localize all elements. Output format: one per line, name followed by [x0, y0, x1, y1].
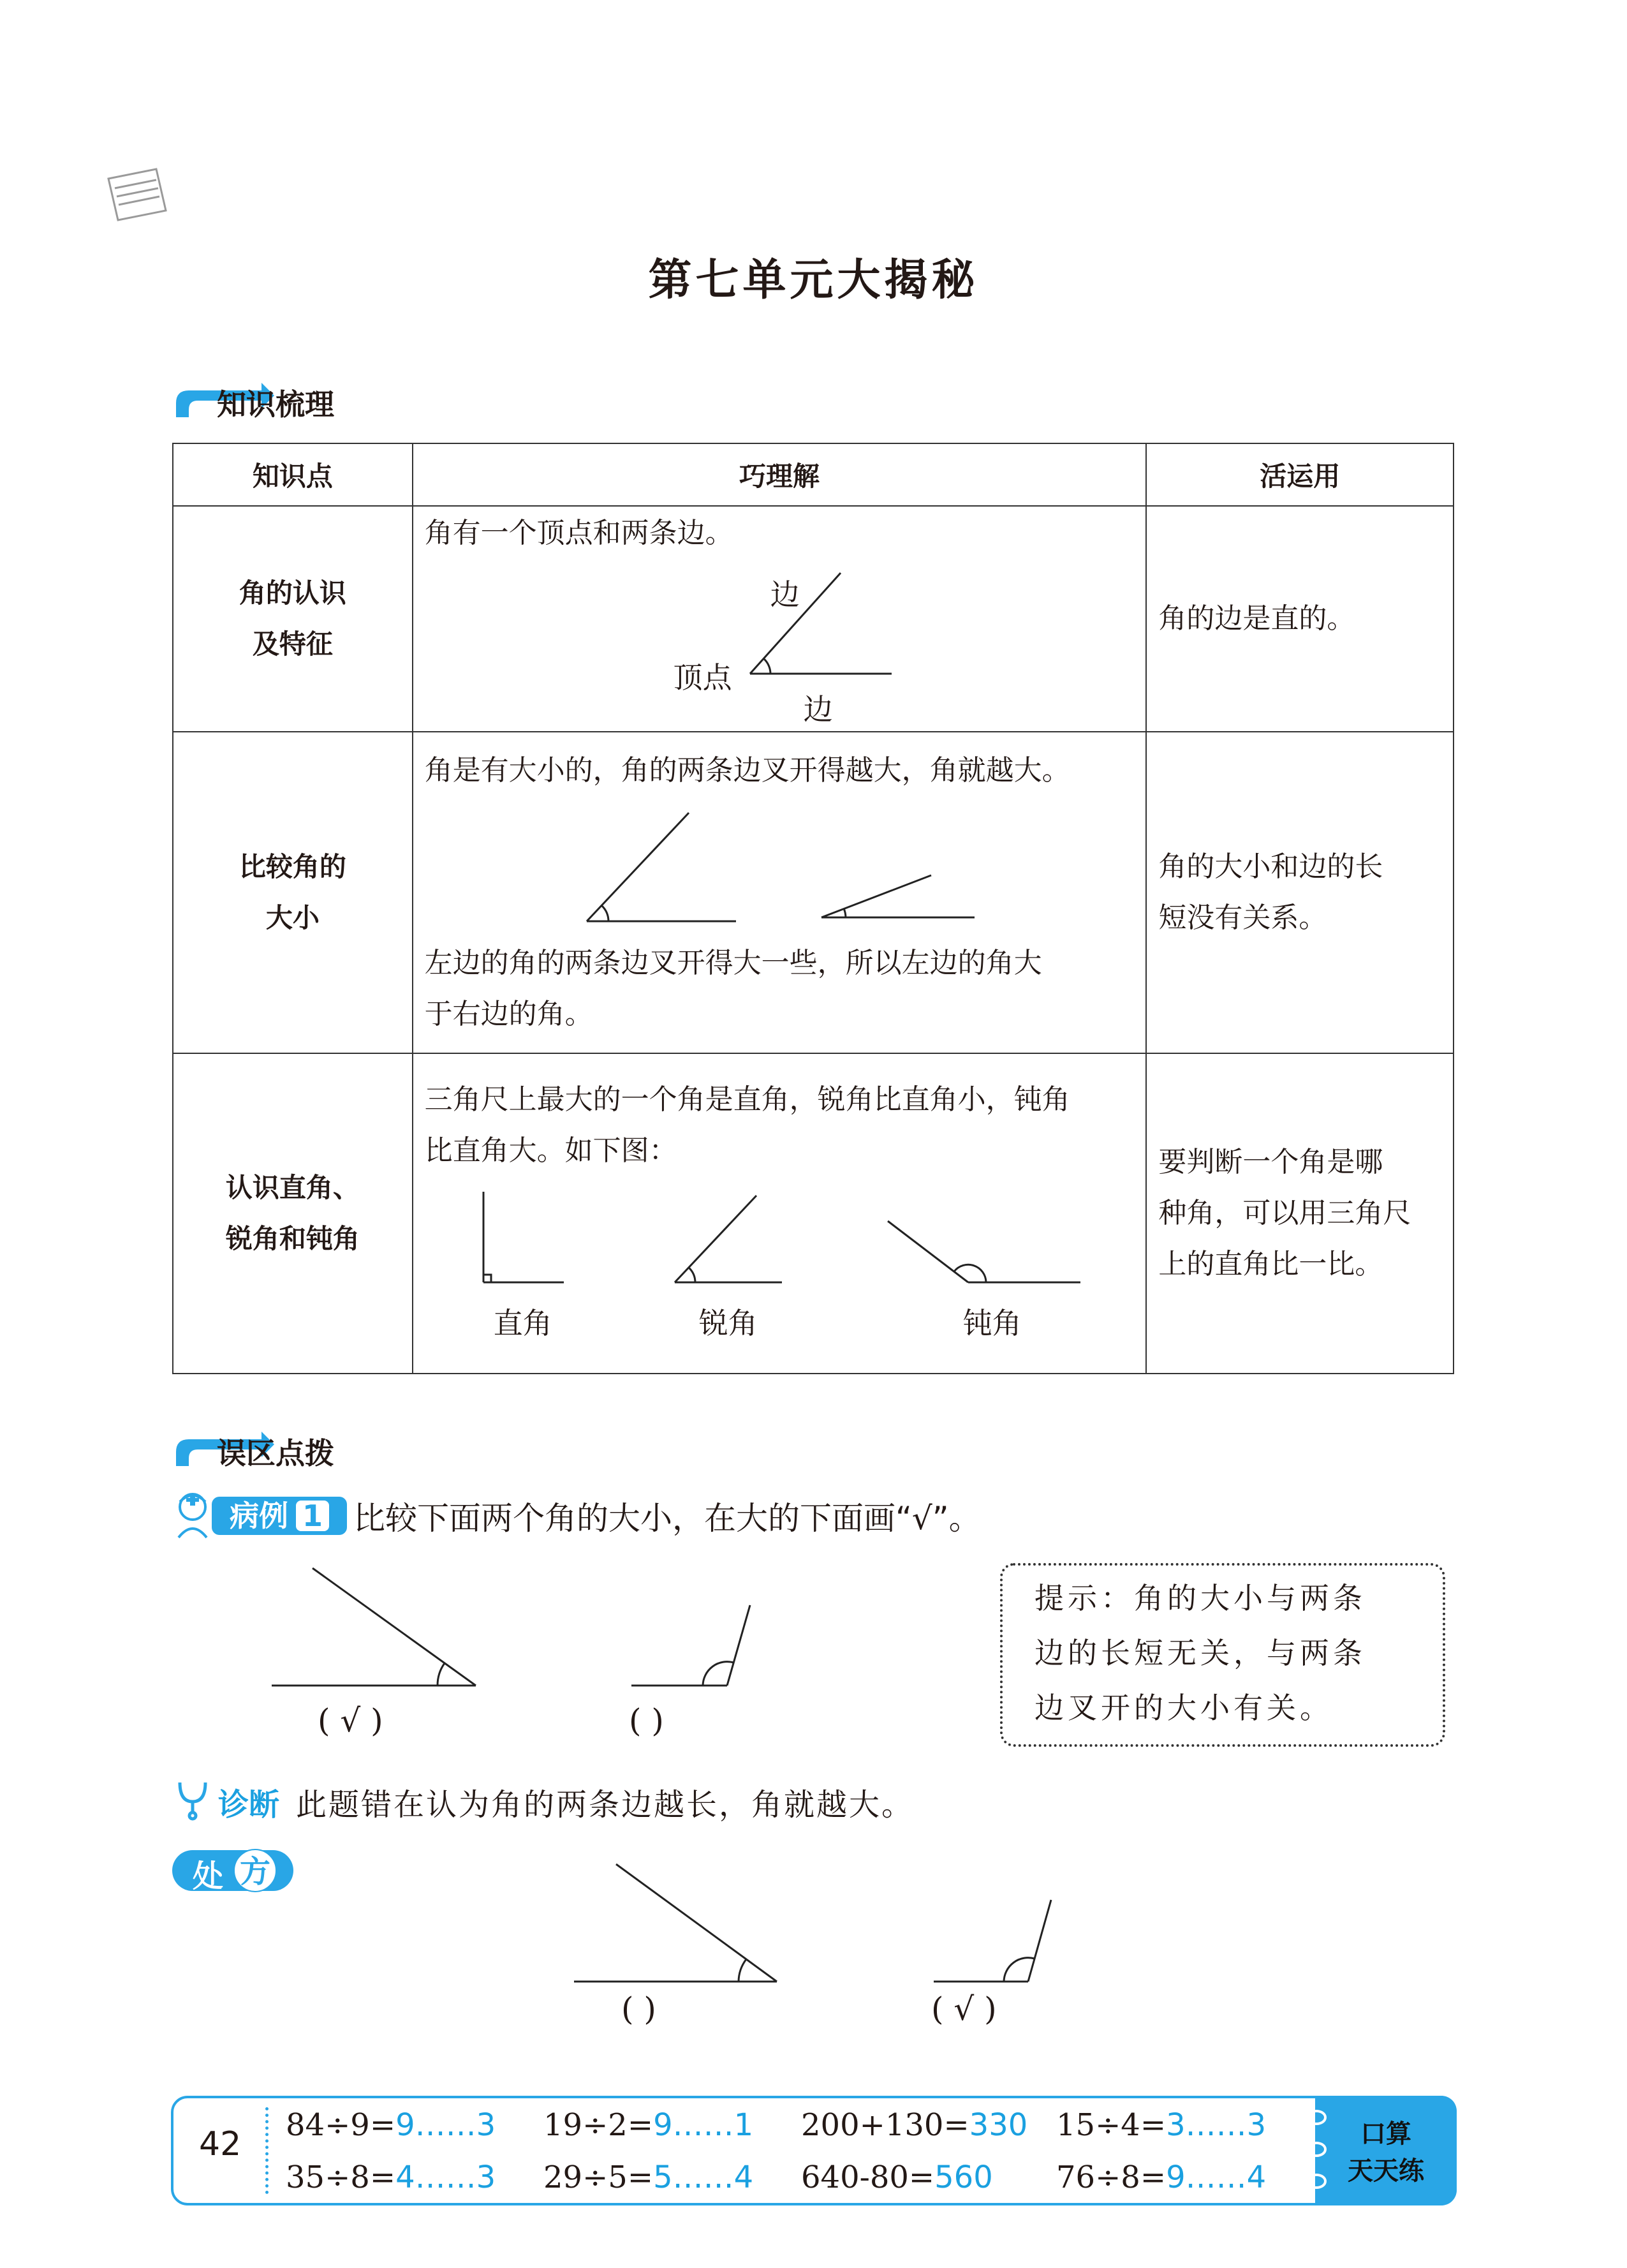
apply-cell: [1146, 1053, 1454, 1374]
apply-cell: [1146, 732, 1454, 1053]
calc-answer: 9……4: [1166, 2160, 1267, 2195]
point-line: 锐角和钝角: [225, 1223, 360, 1254]
calc-question: 29÷5=: [543, 2160, 654, 2195]
answer-bracket: ( ): [629, 1702, 664, 1739]
point-line: 大小: [265, 902, 320, 933]
calc-item: [801, 2160, 993, 2195]
calc-answer: 3……3: [1166, 2107, 1267, 2143]
point-line: 角的认识: [239, 577, 346, 609]
calc-question: 35÷8=: [286, 2160, 396, 2195]
hint-line: 边叉开的大小有关。: [1034, 1691, 1333, 1725]
section-mistakes-header: [172, 1427, 427, 1472]
prescription-angles-diagram: [0, 1850, 1084, 2016]
point-cell: [173, 506, 413, 732]
apply-cell: [1146, 506, 1454, 732]
understand-text: 于右边的角。: [424, 998, 593, 1030]
table-row: [173, 1053, 1454, 1374]
nurse-icon: [171, 1488, 214, 1539]
calc-badge-line: 口算: [1360, 2119, 1411, 2149]
hint-line: 边的长短无关，与两条: [1034, 1636, 1366, 1670]
angle-diagram: [413, 507, 1147, 731]
calc-answer: 9……1: [653, 2107, 754, 2143]
calc-answer: 560: [934, 2160, 993, 2195]
point-line: 及特征: [252, 628, 333, 660]
section-knowledge-title: 知识梳理: [217, 387, 334, 422]
point-cell: [173, 1053, 413, 1374]
page-title: 第七单元大揭秘: [648, 255, 979, 306]
example-angles-diagram: [0, 1544, 995, 1876]
diagnosis-text: 此题错在认为角的两条边越长，角就越大。: [296, 1787, 915, 1823]
understand-text: 左边的角的两条边叉开得大一些，所以左边的角大: [424, 947, 1042, 979]
hint-line: 提示：角的大小与两条: [1034, 1581, 1366, 1615]
calc-answer: 9……3: [395, 2107, 496, 2143]
table-row: [173, 506, 1454, 732]
calc-answer: 5……4: [653, 2160, 754, 2195]
calc-item: [286, 2160, 496, 2195]
apply-line: 要判断一个角是哪: [1158, 1146, 1383, 1178]
page-number: 42: [199, 2125, 242, 2163]
calc-question: 640-80=: [801, 2160, 935, 2195]
answer-bracket: ( √ ): [318, 1702, 383, 1739]
answer-bracket: ( ): [621, 1990, 656, 2027]
calc-question: 200+130=: [801, 2107, 969, 2143]
apply-line: 角的边是直的。: [1158, 602, 1355, 635]
calc-badge: [1315, 2096, 1457, 2205]
understand-text: 角有一个顶点和两条边。: [424, 517, 733, 549]
example-question: 比较下面两个角的大小，在大的下面画“√”。: [353, 1500, 981, 1537]
right-angle-label: 直角: [493, 1306, 552, 1340]
understand-text: 三角尺上最大的一个角是直角，锐角比直角小，钝角: [424, 1083, 1070, 1116]
diagnosis-label: 诊断: [218, 1787, 280, 1823]
header-apply: 活运用: [1146, 443, 1454, 506]
apply-line: 上的直角比一比。: [1158, 1248, 1383, 1280]
apply-line: 短没有关系。: [1158, 901, 1327, 934]
hint-box: [1000, 1563, 1445, 1747]
knowledge-table: [172, 443, 1454, 1374]
calc-item: [543, 2107, 753, 2143]
acute-angle-label: 锐角: [698, 1306, 758, 1340]
example-badge-label: 病例: [229, 1499, 288, 1533]
obtuse-angle-label: 钝角: [962, 1306, 1022, 1340]
calc-question: 19÷2=: [543, 2107, 654, 2143]
apply-line: 角的大小和边的长: [1158, 850, 1383, 883]
calc-item: [1056, 2160, 1266, 2195]
answer-bracket: ( √ ): [931, 1990, 997, 2027]
footer-calc-bar: [171, 2096, 1457, 2205]
calc-answer: 330: [969, 2107, 1028, 2143]
understand-cell: [413, 732, 1147, 1053]
edge-label: 边: [803, 692, 833, 727]
understand-cell: [413, 506, 1147, 732]
calc-item: [801, 2107, 1027, 2143]
point-line: 比较角的: [239, 851, 346, 882]
calc-answer: 4……3: [395, 2160, 496, 2195]
vertex-label: 顶点: [673, 660, 732, 695]
understand-cell: [413, 1053, 1147, 1374]
apply-line: 种角，可以用三角尺: [1158, 1197, 1411, 1229]
calc-question: 76÷8=: [1056, 2160, 1167, 2195]
header-understand: 巧理解: [413, 443, 1147, 506]
calc-item: [286, 2107, 496, 2143]
table-row: [173, 732, 1454, 1053]
understand-text: 比直角大。如下图：: [424, 1134, 677, 1167]
example-number: 1: [296, 1501, 329, 1531]
prescription-char: 方: [233, 1849, 277, 1892]
footer-divider: [265, 2107, 269, 2194]
calc-item: [1056, 2107, 1266, 2143]
table-header-row: [173, 443, 1454, 506]
calc-question: 15÷4=: [1056, 2107, 1167, 2143]
calc-item: [543, 2160, 753, 2195]
prescription-char: 处: [193, 1858, 224, 1894]
section-mistakes-title: 误区点拨: [217, 1436, 334, 1471]
understand-text: 角是有大小的，角的两条边叉开得越大，角就越大。: [424, 754, 1070, 787]
section-knowledge-header: [172, 378, 427, 424]
diagnosis-icon: [171, 1776, 216, 1821]
example-badge: [212, 1497, 347, 1535]
calc-badge-line: 天天练: [1348, 2156, 1424, 2186]
header-point: 知识点: [173, 443, 413, 506]
edge-label: 边: [770, 577, 800, 612]
point-cell: [173, 732, 413, 1053]
calc-question: 84÷9=: [286, 2107, 396, 2143]
point-line: 认识直角、: [225, 1172, 360, 1203]
corner-logo-icon: [96, 159, 179, 230]
